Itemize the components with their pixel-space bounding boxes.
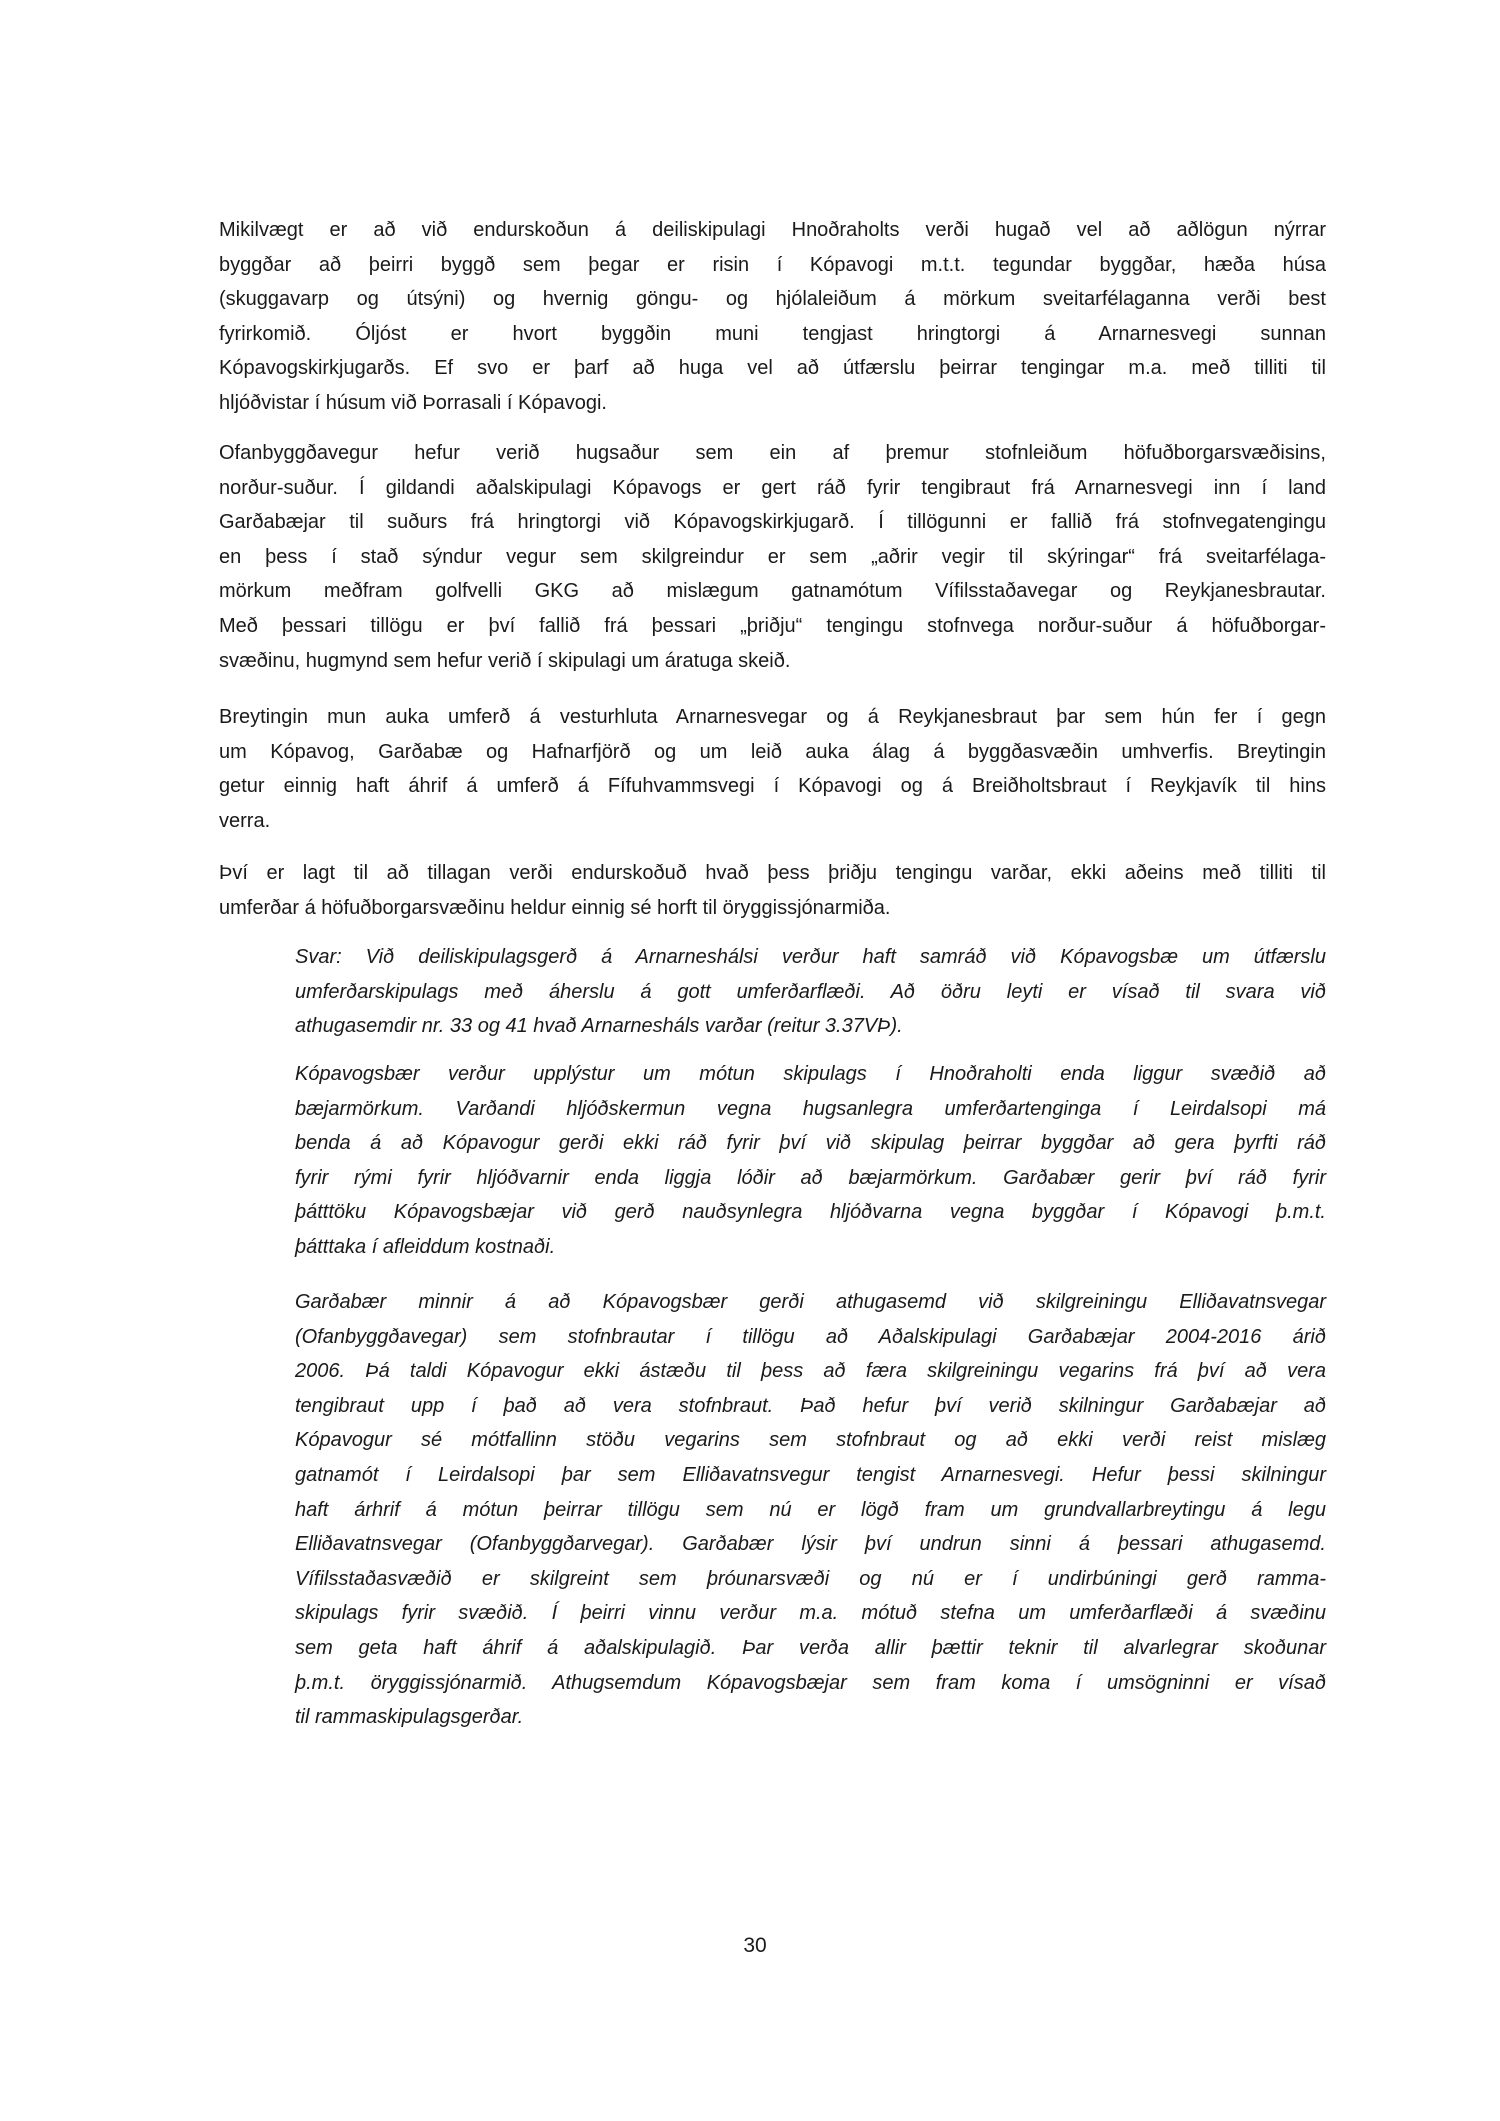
text-line: Með þessari tillögu er því fallið frá þessari „þriðju“ tengingu stofnvega norður-suður á höfuðborgar- xyxy=(219,614,1326,637)
text-line: þátttaka í afleiddum kostnaði. xyxy=(295,1235,556,1258)
text-line: byggðar að þeirri byggð sem þegar er risin í Kópavogi m.t.t. tegundar byggðar, hæða húsa xyxy=(219,253,1326,276)
text-line: norður-suður. Í gildandi aðalskipulagi Kópavogs er gert ráð fyrir tengibraut frá Arnarnesvegi inn í land xyxy=(219,476,1326,499)
text-line: um Kópavog, Garðabæ og Hafnarfjörð og um leið auka álag á byggðasvæðin umhverfis. Breytingin xyxy=(219,740,1326,763)
text-line: Vífilsstaðasvæðið er skilgreint sem þróunarsvæði og nú er í undirbúningi gerð ramma- xyxy=(295,1567,1326,1590)
text-line: til rammaskipulagsgerðar. xyxy=(295,1706,524,1729)
answer-paragraph xyxy=(295,1057,1326,1265)
text-line: Ofanbyggðavegur hefur verið hugsaður sem ein af þremur stofnleiðum höfuðborgarsvæðisins, xyxy=(219,442,1326,464)
text-line: fyrirkomið. Óljóst er hvort byggðin muni tengjast hringtorgi á Arnarnesvegi sunnan xyxy=(219,322,1326,345)
text-line: Garðabær minnir á að Kópavogsbær gerði athugasemd við skilgreiningu Elliðavatnsvegar xyxy=(295,1291,1326,1313)
text-line: umferðarskipulags með áherslu á gott umferðarflæði. Að öðru leyti er vísað til svara við xyxy=(295,980,1326,1003)
text-line: gatnamót í Leirdalsopi þar sem Elliðavatnsvegur tengist Arnarnesvegi. Hefur þessi skilningur xyxy=(295,1463,1326,1486)
text-line: svæðinu, hugmynd sem hefur verið í skipulagi um áratuga skeið. xyxy=(219,649,791,672)
comment-paragraph xyxy=(219,856,1326,925)
text-line: tengibraut upp í það að vera stofnbraut. Það hefur því verið skilningur Garðabæjar að xyxy=(295,1394,1326,1417)
text-line: benda á að Kópavogur gerði ekki ráð fyrir því við skipulag þeirrar byggðar að gera þyrfti ráð xyxy=(295,1132,1326,1155)
comment-paragraph xyxy=(219,436,1326,678)
text-line: mörkum meðfram golfvelli GKG að mislægum gatnamótum Vífilsstaðavegar og Reykjanesbrautar. xyxy=(219,580,1326,603)
text-line: en þess í stað sýndur vegur sem skilgreindur er sem „aðrir vegir til skýringar“ frá sveitarfélaga- xyxy=(219,545,1326,568)
text-line: Kópavogskirkjugarðs. Ef svo er þarf að huga vel að útfærslu þeirrar tengingar m.a. með tilliti til xyxy=(219,357,1326,380)
text-line: 2006. Þá taldi Kópavogur ekki ástæðu til þess að færa skilgreiningu vegarins frá því að vera xyxy=(295,1360,1326,1383)
text-line: þátttöku Kópavogsbæjar við gerð nauðsynlegra hljóðvarna vegna byggðar í Kópavogi þ.m.t. xyxy=(295,1201,1326,1224)
comment-paragraph xyxy=(219,700,1326,838)
text-line: sem geta haft áhrif á aðalskipulagið. Þar verða allir þættir teknir til alvarlegrar skoðunar xyxy=(295,1636,1326,1659)
text-line: hljóðvistar í húsum við Þorrasali í Kópavogi. xyxy=(219,391,607,414)
text-line: bæjarmörkum. Varðandi hljóðskermun vegna hugsanlegra umferðartenginga í Leirdalsopi má xyxy=(295,1097,1326,1120)
answer-paragraph xyxy=(295,940,1326,1044)
page-number: 30 xyxy=(743,1934,767,1957)
text-line: Garðabæjar til suðurs frá hringtorgi við Kópavogskirkjugarð. Í tillögunni er fallið frá stofnvegatengingu xyxy=(219,511,1326,534)
text-line: þ.m.t. öryggissjónarmið. Athugsemdum Kópavogsbæjar sem fram koma í umsögninni er vísað xyxy=(295,1671,1326,1694)
text-line: (skuggavarp og útsýni) og hvernig göngu- og hjólaleiðum á mörkum sveitarfélaganna verði best xyxy=(219,288,1326,311)
text-line: Elliðavatnsvegar (Ofanbyggðarvegar). Garðabær lýsir því undrun sinni á þessari athugasemd. xyxy=(295,1533,1326,1556)
text-line: skipulags fyrir svæðið. Í þeirri vinnu verður m.a. mótuð stefna um umferðarflæði á svæðinu xyxy=(295,1602,1326,1625)
answer-paragraph xyxy=(295,1285,1326,1735)
comment-paragraph xyxy=(219,213,1326,421)
text-line: Kópavogur sé mótfallinn stöðu vegarins sem stofnbraut og að ekki verði reist mislæg xyxy=(295,1429,1326,1452)
text-line: Mikilvægt er að við endurskoðun á deiliskipulagi Hnoðraholts verði hugað vel að aðlögun nýrrar xyxy=(219,219,1326,241)
text-line: getur einnig haft áhrif á umferð á Fífuhvammsvegi í Kópavogi og á Breiðholtsbraut í Reykjavík til hins xyxy=(219,775,1326,798)
text-line: (Ofanbyggðavegar) sem stofnbrautar í tillögu að Aðalskipulagi Garðabæjar 2004-2016 árið xyxy=(295,1325,1326,1348)
text-line: umferðar á höfuðborgarsvæðinu heldur einnig sé horft til öryggissjónarmiða. xyxy=(219,896,891,919)
text-line: verra. xyxy=(219,809,271,832)
text-line: Kópavogsbær verður upplýstur um mótun skipulags í Hnoðraholti enda liggur svæðið að xyxy=(295,1063,1326,1085)
text-line: fyrir rými fyrir hljóðvarnir enda liggja lóðir að bæjarmörkum. Garðabær gerir því ráð fyrir xyxy=(295,1166,1326,1189)
text-line: Breytingin mun auka umferð á vesturhluta Arnarnesvegar og á Reykjanesbraut þar sem hún fer í gegn xyxy=(219,706,1326,728)
text-line: haft árhrif á mótun þeirrar tillögu sem nú er lögð fram um grundvallarbreytingu á legu xyxy=(295,1498,1326,1521)
text-line: athugasemdir nr. 33 og 41 hvað Arnarnesháls varðar (reitur 3.37VÞ). xyxy=(295,1015,903,1038)
text-line: Því er lagt til að tillagan verði endurskoðuð hvað þess þriðju tengingu varðar, ekki aðeins með tilliti til xyxy=(219,862,1326,884)
text-line: Svar: Við deiliskipulagsgerð á Arnarneshálsi verður haft samráð við Kópavogsbæ um útfærslu xyxy=(295,946,1326,968)
